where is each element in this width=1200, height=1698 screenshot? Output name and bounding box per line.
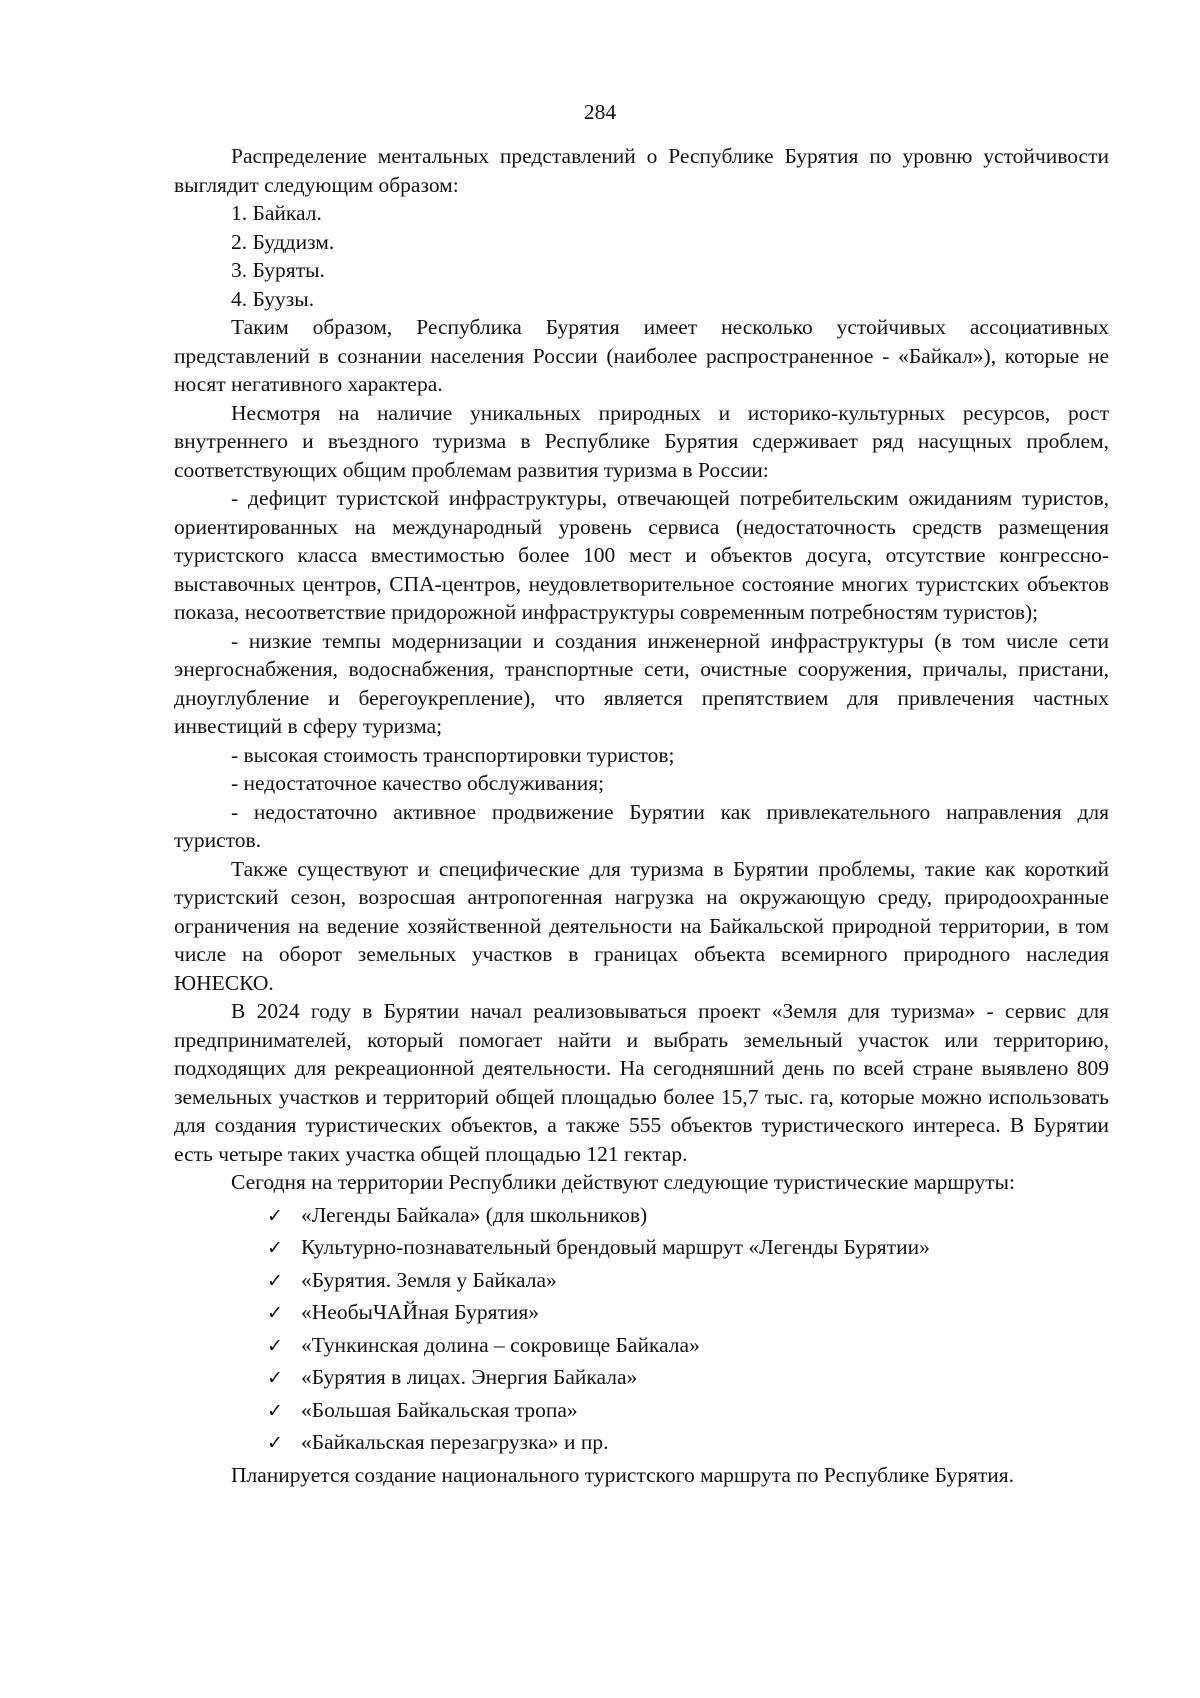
checkmark-icon: ✓	[267, 1432, 283, 1454]
route-item	[174, 1296, 1109, 1329]
route-label: «Бурятия. Земля у Байкала»	[301, 1267, 557, 1292]
paragraph-problems-intro: Несмотря на наличие уникальных природных и историко-культурных ресурсов, рост внутреннего и въездного туризма в Республике Бурятия сдерживает ряд насущных проблем, соответствующих общим проблемам развития туризма в России:	[174, 400, 1109, 482]
route-label: «Большая Байкальская тропа»	[301, 1397, 578, 1422]
route-label: «Тункинская долина – сокровище Байкала»	[301, 1332, 700, 1357]
route-item	[174, 1426, 1109, 1459]
route-item	[174, 1231, 1109, 1264]
route-item	[174, 1329, 1109, 1362]
route-label: «Байкальская перезагрузка» и пр.	[301, 1430, 609, 1454]
page-number: 284	[583, 100, 617, 124]
problem-item: - недостаточно активное продвижение Бурятии как привлекательного направления для туристов.	[174, 799, 1109, 852]
problem-item: - дефицит туристской инфраструктуры, отвечающей потребительским ожиданиям туристов, ориентированных на международный уровень сервиса (недостаточность средств размещения туристского класса вместимостью более 100 мест и объектов досуга, отсутствие конгрессно-выставочных центров, СПА-центров, неудовлетворительное состояние многих туристских объектов показа, несоответствие придорожной инфраструктуры современным потребностям туристов);	[174, 486, 1109, 624]
list-item: 1. Байкал.	[231, 201, 322, 225]
problem-item: - недостаточное качество обслуживания;	[231, 771, 605, 795]
checkmark-icon: ✓	[267, 1204, 283, 1227]
paragraph-associations: Таким образом, Республика Бурятия имеет несколько устойчивых ассоциативных представлений в сознании населения России (наиболее распространенное - «Байкал»), которые не носят негативного характера.	[174, 315, 1109, 396]
route-label: «Бурятия в лицах. Энергия Байкала»	[301, 1365, 638, 1389]
route-item	[174, 1199, 1109, 1232]
routes-list	[174, 1199, 1109, 1459]
checkmark-icon: ✓	[267, 1399, 283, 1422]
list-item: 2. Буддизм.	[231, 229, 335, 254]
route-label: «Легенды Байкала» (для школьников)	[301, 1202, 648, 1227]
checkmark-icon: ✓	[267, 1367, 283, 1389]
paragraph-land-project: В 2024 году в Бурятии начал реализовываться проект «Земля для туризма» - сервис для предпринимателей, который помогает найти и выбрать земельный участок или территорию, подходящих для рекреационной деятельности. На сегодняшний день по всей стране выявлено 809 земельных участков и территорий общей площадью более 15,7 тыс. га, которые можно использовать для создания туристических объектов, а также 555 объектов туристического интереса. В Бурятии есть четыре таких участка общей площадью 121 гектар.	[174, 999, 1109, 1166]
list-item: 3. Буряты.	[231, 258, 325, 282]
checkmark-icon: ✓	[267, 1334, 283, 1357]
problem-item: - низкие темпы модернизации и создания инженерной инфраструктуры (в том числе сети энергоснабжения, водоснабжения, транспортные сети, очистные сооружения, причалы, пристани, дноуглубление и берегоукрепление), что является препятствием для привлечения частных инвестиций в сферу туризма;	[174, 628, 1109, 738]
problem-item: - высокая стоимость транспортировки туристов;	[231, 742, 675, 767]
route-label: Культурно-познавательный брендовый маршрут «Легенды Бурятии»	[301, 1235, 930, 1259]
paragraph-plan: Планируется создание национального туристского маршрута по Республике Бурятия.	[231, 1462, 1015, 1487]
checkmark-icon: ✓	[267, 1269, 283, 1292]
checkmark-icon: ✓	[267, 1302, 283, 1324]
route-item	[174, 1394, 1109, 1427]
route-label: «НеобыЧАЙная Бурятия»	[301, 1300, 540, 1324]
route-item	[174, 1264, 1109, 1297]
paragraph-intro: Распределение ментальных представлений о Республике Бурятия по уровню устойчивости выглядит следующим образом:	[174, 144, 1109, 197]
document-body	[174, 142, 1109, 1489]
route-item	[174, 1361, 1109, 1394]
paragraph-routes-intro: Сегодня на территории Республики действуют следующие туристические маршруты:	[231, 1170, 1015, 1194]
list-item: 4. Буузы.	[231, 286, 315, 311]
paragraph-specific-problems: Также существуют и специфические для туризма в Бурятии проблемы, такие как короткий туристский сезон, возросшая антропогенная нагрузка на окружающую среду, природоохранные ограничения на ведение хозяйственной деятельности на Байкальской природной территории, в том числе на оборот земельных участков в границах объекта всемирного природного наследия ЮНЕСКО.	[174, 856, 1109, 995]
checkmark-icon: ✓	[267, 1237, 283, 1259]
